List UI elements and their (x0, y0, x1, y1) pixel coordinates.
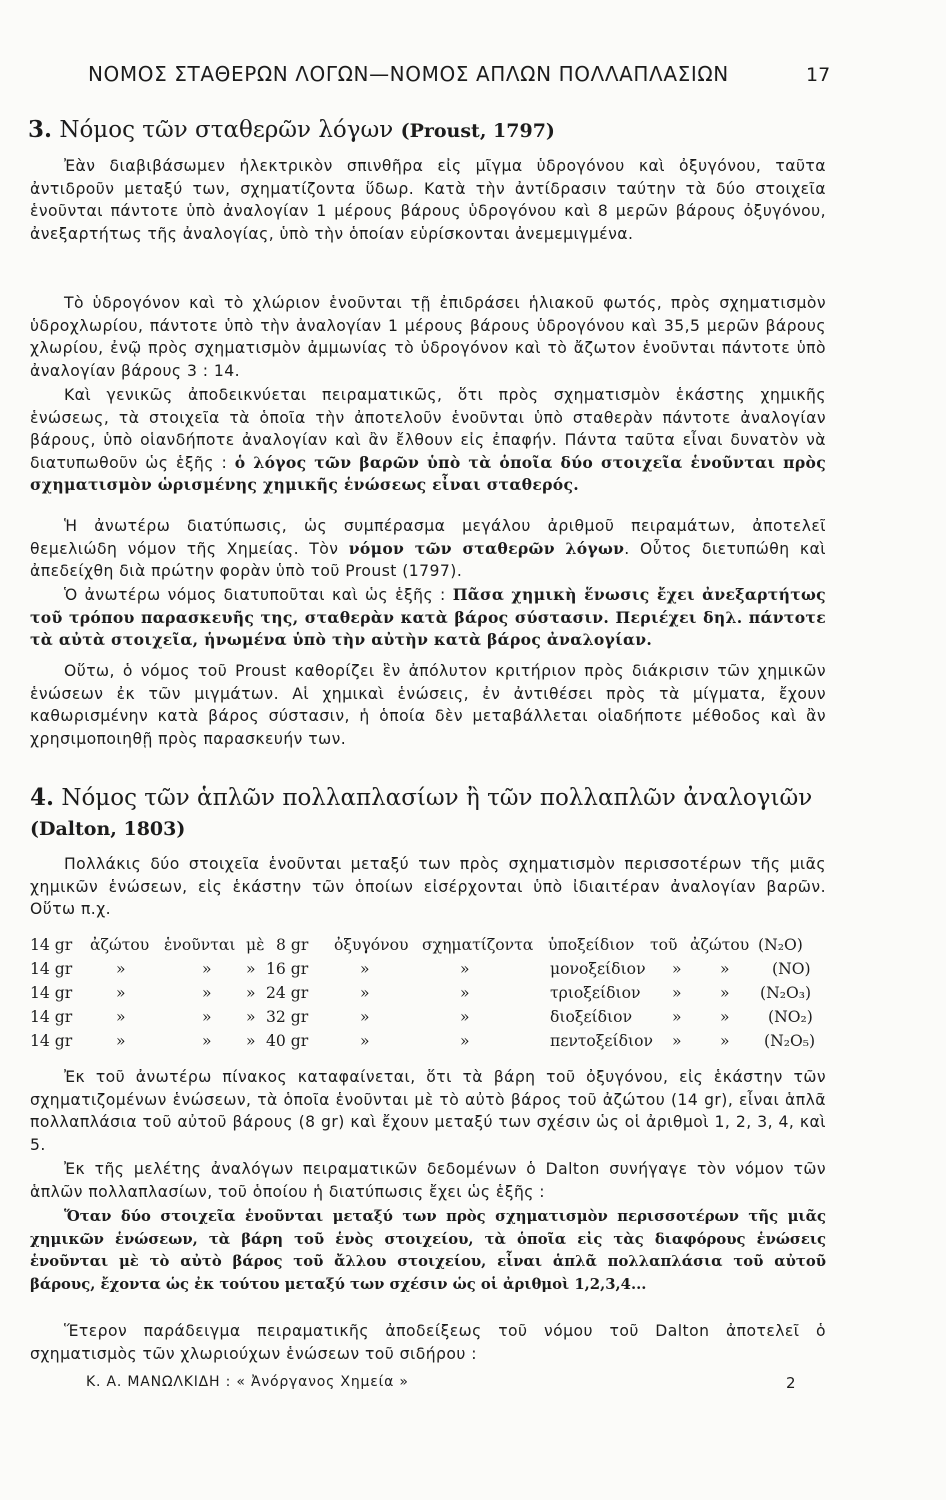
nitrogen-weight: 14 gr (30, 1032, 73, 1050)
table-cell: » (116, 960, 126, 978)
table-cell: τοῦ (650, 936, 678, 954)
table-row (30, 936, 830, 960)
table-cell: » (202, 1008, 212, 1026)
section-4-title: Νόμος τῶν ἁπλῶν πολλαπλασίων ἢ τῶν πολλαπλῶν ἀναλογιῶν (61, 785, 813, 811)
compound-formula: (N₂O) (758, 936, 803, 954)
footer-sheet-number: 2 (786, 1374, 796, 1392)
oxygen-weight: 32 gr (266, 1008, 309, 1026)
compound-name: ὑποξείδιον (548, 936, 635, 954)
table-row (30, 984, 830, 1008)
compound-name: διοξείδιον (550, 1008, 633, 1026)
emphasis-text: ὁ λόγος τῶν βαρῶν ὑπὸ τὰ ὁποῖα δύο στοιχεῖα ἑνοῦνται πρὸς σχηματισμὸν ὡρισμένης χημικῆς ἑνώσεως εἶναι σταθερός. (30, 452, 826, 495)
table-cell: » (116, 984, 126, 1002)
paragraph-text: Ἐκ τοῦ ἀνωτέρω πίνακος καταφαίνεται, ὅτι τὰ βάρη τοῦ ὀξυγόνου, εἰς ἑκάστην τῶν σχηματιζομένων ἑνώσεων, τὰ ὁποῖα ἑνοῦνται μὲ τὸ αὐτὸ βάρος τοῦ ἀζώτου (14 gr), εἶναι ἁπλᾶ πολλαπλάσια τοῦ αὐτοῦ βάρους (8 gr) καὶ ἔχουν μεταξύ των σχέσιν ὡς οἱ ἀριθμοὶ 1, 2, 3, 4, καὶ 5. (30, 1068, 826, 1154)
paragraph-text: Ἕτερον παράδειγμα πειραματικῆς ἀποδείξεως τοῦ νόμου τοῦ Dalton ἀποτελεῖ ὁ σχηματισμὸς τῶν χλωριούχων ἑνώσεων τοῦ σιδήρου : (30, 1322, 826, 1363)
law-name: νόμον τῶν σταθερῶν λόγων (348, 538, 625, 558)
section-4-attribution-line (30, 815, 185, 841)
table-cell: » (246, 984, 256, 1002)
table-cell: » (720, 1008, 730, 1026)
section-4-paragraph-2 (30, 1066, 826, 1156)
compound-formula: (NO) (772, 960, 811, 978)
table-cell: » (246, 960, 256, 978)
table-row (30, 1032, 830, 1056)
section-3-title: Νόμος τῶν σταθερῶν λόγων (59, 117, 394, 143)
table-cell: » (246, 1032, 256, 1050)
table-cell: ἀζώτου (90, 936, 150, 954)
section-3-paragraph-6 (30, 660, 826, 750)
nitrogen-weight: 14 gr (30, 984, 73, 1002)
section-4-paragraph-1 (30, 853, 826, 921)
nitrogen-weight: 14 gr (30, 960, 73, 978)
table-cell: ὀξυγόνου (334, 936, 409, 954)
table-cell: » (460, 1032, 470, 1050)
section-3-paragraph-5 (30, 584, 826, 652)
table-cell: » (360, 1032, 370, 1050)
nitrogen-weight: 14 gr (30, 936, 73, 954)
running-header: ΝΟΜΟΣ ΣΤΑΘΕΡΩΝ ΛΟΓΩΝ—ΝΟΜΟΣ ΑΠΛΩΝ ΠΟΛΛΑΠΛΑΣΙΩΝ (88, 62, 729, 86)
law-statement: Πᾶσα χημικὴ ἕνωσις ἔχει ἀνεξαρτήτως τοῦ τρόπου παρασκευῆς της, σταθερὰν κατὰ βάρος σύστασιν. Περιέχει δηλ. πάντοτε τὰ αὐτὰ στοιχεῖα, ἡνωμένα ὑπὸ τὴν αὐτὴν κατὰ βάρος ἀναλογίαν. (30, 585, 826, 650)
table-cell: » (720, 960, 730, 978)
table-cell: » (116, 1032, 126, 1050)
compound-name: μονοξείδιον (550, 960, 646, 978)
paragraph-text: Καὶ γενικῶς ἀποδεικνύεται πειραματικῶς, ὅτι πρὸς σχηματισμὸν ἑκάστης χημικῆς ἑνώσεως, τὰ στοιχεῖα τὰ ὁποῖα τὴν ἀποτελοῦν ἑνοῦνται ὑπὸ σταθερὰν πάντοτε ἀναλογίαν βάρους, ὑπὸ οἱανδήποτε ἀναλογίαν καὶ ἂν ἔλθουν εἰς ἐπαφήν. Πάντα ταῦτα εἶναι δυνατὸν νὰ διατυπωθοῦν ὡς ἑξῆς : (30, 386, 826, 472)
section-4-number: 4. (30, 784, 55, 811)
table-cell: » (360, 984, 370, 1002)
law-statement-text: Ὅταν δύο στοιχεῖα ἑνοῦνται μεταξύ των πρὸς σχηματισμὸν περισσοτέρων τῆς μιᾶς χημικῶν ἑνώσεων, τὰ βάρη τοῦ ἑνὸς στοιχείου, τὰ ὁποῖα εἰς τὰς διαφόρους ἑνώσεις ἑνοῦνται μὲ τὸ αὐτὸ βάρος τοῦ ἄλλου στοιχείου, εἶναι ἁπλᾶ πολλαπλάσια τοῦ αὐτοῦ βάρους, ἔχοντα ὡς ἐκ τούτου μεταξύ των σχέσιν ὡς οἱ ἀριθμοὶ 1,2,3,4... (30, 1208, 826, 1293)
table-cell: » (672, 984, 682, 1002)
nitrogen-oxides-table (30, 936, 830, 1056)
section-4-paragraph-3 (30, 1158, 826, 1203)
table-cell: » (720, 984, 730, 1002)
table-cell: » (672, 960, 682, 978)
paragraph-text: Τὸ ὑδρογόνον καὶ τὸ χλώριον ἑνοῦνται τῇ ἐπιδράσει ἡλιακοῦ φωτός, πρὸς σχηματισμὸν ὑδροχλωρίου, πάντοτε ὑπὸ τὴν ἀναλογίαν 1 μέρους βάρους ὑδρογόνου καὶ 35,5 μερῶν βάρους χλωρίου, ἐνῷ πρὸς σχηματισμὸν ἀμμωνίας τὸ ὑδρογόνον καὶ τὸ ἄζωτον ἑνοῦνται πάντοτε ὑπὸ ἀναλογίαν βάρους 3 : 14. (30, 294, 826, 380)
section-3-heading (28, 116, 555, 143)
table-cell: » (360, 960, 370, 978)
paragraph-text: Οὕτω, ὁ νόμος τοῦ Proust καθορίζει ἓν ἀπόλυτον κριτήριον πρὸς διάκρισιν τῶν χημικῶν ἑνώσεων ἐκ τῶν μιγμάτων. Αἱ χημικαὶ ἑνώσεις, ἐν ἀντιθέσει πρὸς τὰ μίγματα, ἔχουν καθωρισμένην κατὰ βάρος σύστασιν, ἡ ὁποία δὲν μεταβάλλεται οἱαδήποτε μέθοδος καὶ ἂν χρησιμοποιηθῇ πρὸς παρασκευήν των. (30, 662, 826, 748)
section-3-paragraph-1 (30, 155, 826, 245)
table-cell: » (202, 1032, 212, 1050)
table-cell: σχηματίζοντα (422, 936, 534, 954)
table-row (30, 1008, 830, 1032)
table-cell: » (116, 1008, 126, 1026)
nitrogen-weight: 14 gr (30, 1008, 73, 1026)
table-cell: » (202, 984, 212, 1002)
table-cell: » (202, 960, 212, 978)
table-cell: » (460, 1008, 470, 1026)
paragraph-text: Ἐκ τῆς μελέτης ἀναλόγων πειραματικῶν δεδομένων ὁ Dalton συνήγαγε τὸν νόμον τῶν ἁπλῶν πολλαπλασίων, τοῦ ὁποίου ἡ διατύπωσις ἔχει ὡς ἑξῆς : (30, 1160, 826, 1201)
paragraph-text: Πολλάκις δύο στοιχεῖα ἑνοῦνται μεταξύ των πρὸς σχηματισμὸν περισσοτέρων τῆς μιᾶς χημικῶν ἑνώσεων, εἰς ἑκάστην τῶν ὁποίων εἰσέρχονται ὑπὸ ἰδιαιτέραν ἀναλογίαν βαρῶν. Οὕτω π.χ. (30, 855, 826, 919)
section-3-number: 3. (28, 116, 53, 143)
oxygen-weight: 16 gr (266, 960, 309, 978)
table-cell: » (460, 960, 470, 978)
section-4-heading (30, 784, 812, 811)
table-cell: ἑνοῦνται (164, 936, 236, 954)
compound-name: πεντοξείδιον (550, 1032, 653, 1050)
table-cell: » (246, 1008, 256, 1026)
section-3-paragraph-4 (30, 515, 826, 583)
table-cell: ἀζώτου (690, 936, 750, 954)
footer-signature: Κ. Α. ΜΑΝΩΛΚΙΔΗ : « Ἀνόργανος Χημεία » (86, 1374, 409, 1390)
paragraph-text: Ὁ ἀνωτέρω νόμος διατυποῦται καὶ ὡς ἑξῆς : (64, 586, 446, 604)
table-cell: » (460, 984, 470, 1002)
page-number: 17 (806, 64, 831, 86)
compound-formula: (NO₂) (768, 1008, 813, 1026)
compound-name: τριοξείδιον (550, 984, 641, 1002)
table-cell: » (672, 1008, 682, 1026)
paragraph-text: . Οὗτος διετυπώθη καὶ ἀπεδείχθη διὰ πρώτην φορὰν ὑπὸ τοῦ Proust (1797). (30, 539, 826, 581)
paragraph-text: Ἐὰν διαβιβάσωμεν ἠλεκτρικὸν σπινθῆρα εἰς μῖγμα ὑδρογόνου καὶ ὀξυγόνου, ταῦτα ἀντιδροῦν μεταξύ των, σχηματίζοντα ὕδωρ. Κατὰ τὴν ἀντίδρασιν ταύτην τὰ δύο στοιχεῖα ἑνοῦνται πάντοτε ὑπὸ ἀναλογίαν 1 μέρους βάρους ὑδρογόνου καὶ 8 μερῶν βάρους ὀξυγόνου, ἀνεξαρτήτως τῆς ἀναλογίας, ὑπὸ τὴν ὁποίαν εὑρίσκονται ἀνεμεμιγμένα. (30, 157, 826, 243)
table-cell: » (360, 1008, 370, 1026)
section-4-attribution: (Dalton, 1803) (30, 818, 186, 840)
oxygen-weight: 8 gr (276, 936, 309, 954)
table-row (30, 960, 830, 984)
section-4-paragraph-4 (30, 1320, 826, 1365)
paragraph-text: Ἡ ἀνωτέρω διατύπωσις, ὡς συμπέρασμα μεγάλου ἀριθμοῦ πειραμάτων, ἀποτελεῖ θεμελιώδη νόμον τῆς Χημείας. Τὸν (30, 517, 826, 558)
table-cell: » (672, 1032, 682, 1050)
table-cell: μὲ (246, 936, 265, 954)
oxygen-weight: 40 gr (266, 1032, 309, 1050)
dalton-law-statement (30, 1206, 826, 1296)
section-3-attribution: (Proust, 1797) (400, 120, 555, 142)
oxygen-weight: 24 gr (266, 984, 309, 1002)
compound-formula: (N₂O₃) (760, 984, 812, 1002)
table-cell: » (720, 1032, 730, 1050)
section-3-paragraph-2 (30, 292, 826, 382)
section-3-paragraph-3 (30, 384, 826, 497)
compound-formula: (N₂O₅) (764, 1032, 816, 1050)
